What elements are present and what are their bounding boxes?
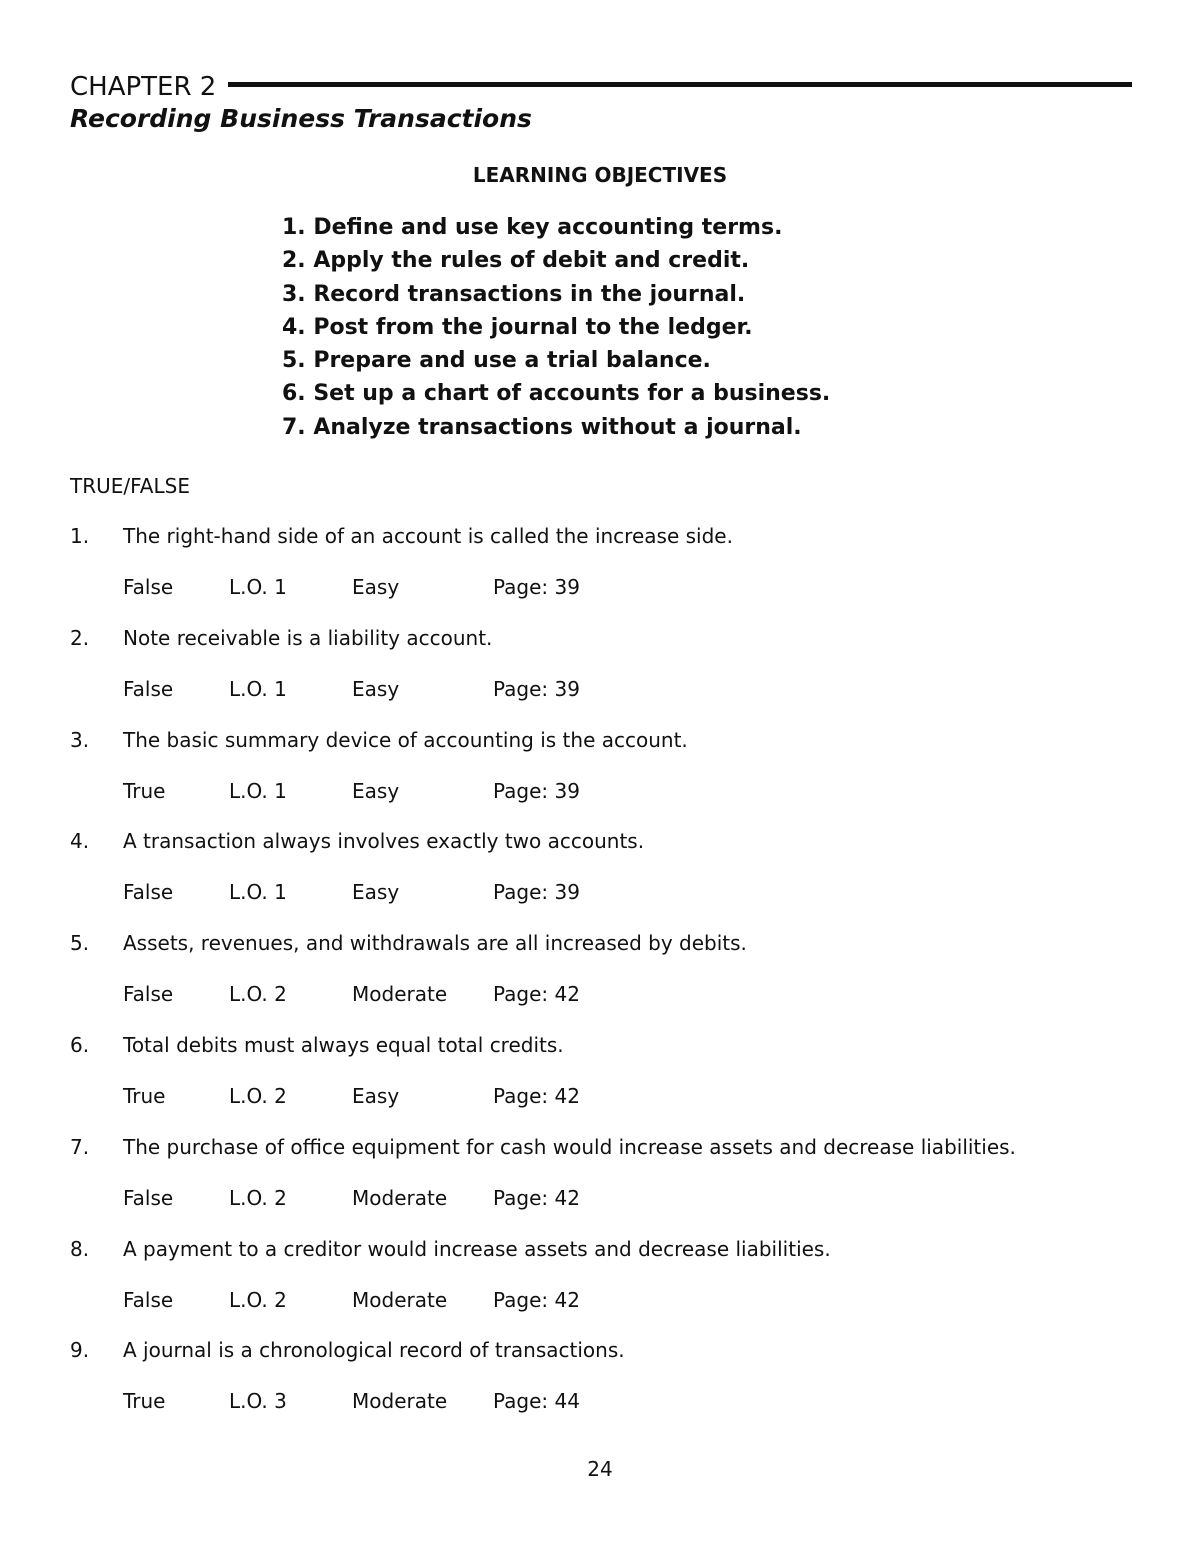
question-text: The right-hand side of an account is called the increase side.: [123, 524, 733, 548]
page-ref: Page: 39: [493, 778, 580, 803]
question-number: 2.: [70, 625, 90, 650]
question-item: [70, 1235, 1170, 1337]
question-text: The purchase of office equipment for cash would increase assets and decrease liabilities.: [123, 1134, 1016, 1159]
objective-item: 5. Prepare and use a trial balance.: [282, 348, 711, 374]
learning-objective-ref: L.O. 1: [229, 880, 287, 905]
answer: True: [123, 1083, 166, 1108]
page-ref: Page: 42: [493, 982, 580, 1007]
objective-item: 4. Post from the journal to the ledger.: [282, 314, 753, 340]
question-item: [70, 1336, 1170, 1438]
learning-objective-ref: L.O. 2: [229, 1083, 287, 1108]
question-item: [70, 929, 1170, 1031]
learning-objective-ref: L.O. 1: [229, 778, 287, 803]
objective-item: 1. Define and use key accounting terms.: [282, 215, 783, 240]
answer: False: [123, 982, 174, 1007]
question-number: 5.: [70, 931, 90, 956]
chapter-rule: [228, 82, 1132, 87]
question-number: 3.: [70, 727, 90, 752]
difficulty: Easy: [352, 676, 400, 701]
question-item: [70, 624, 1170, 726]
difficulty: Moderate: [352, 1185, 448, 1210]
learning-objectives-heading: LEARNING OBJECTIVES: [472, 163, 728, 187]
answer: False: [123, 575, 174, 599]
objective-item: 7. Analyze transactions without a journal.: [282, 414, 802, 440]
question-number: 6.: [70, 1032, 90, 1057]
learning-objective-ref: L.O. 1: [229, 676, 287, 701]
question-item: [70, 827, 1170, 929]
page-ref: Page: 39: [493, 676, 580, 701]
question-number: 1.: [70, 524, 90, 548]
answer: True: [123, 1389, 166, 1414]
page-ref: Page: 44: [493, 1389, 580, 1414]
learning-objective-ref: L.O. 2: [229, 1185, 287, 1210]
difficulty: Moderate: [352, 982, 448, 1007]
objective-item: 2. Apply the rules of debit and credit.: [282, 248, 750, 274]
answer: False: [123, 880, 174, 905]
true-false-heading: TRUE/FALSE: [70, 474, 190, 498]
objective-item: 6. Set up a chart of accounts for a business.: [282, 381, 831, 407]
question-number: 8.: [70, 1236, 90, 1261]
chapter-subtitle: Recording Business Transactions: [70, 104, 532, 133]
page-ref: Page: 39: [493, 575, 580, 599]
answer: False: [123, 676, 174, 701]
chapter-label: CHAPTER 2: [70, 72, 217, 102]
learning-objective-ref: L.O. 3: [229, 1389, 287, 1414]
question-text: Assets, revenues, and withdrawals are all increased by debits.: [123, 931, 747, 956]
question-text: The basic summary device of accounting is the account.: [123, 727, 688, 752]
question-number: 9.: [70, 1338, 90, 1363]
question-text: A transaction always involves exactly two accounts.: [123, 829, 645, 854]
learning-objectives-list: [282, 211, 830, 444]
page-ref: Page: 39: [493, 880, 580, 905]
answer: False: [123, 1287, 174, 1312]
question-item: [70, 1031, 1170, 1133]
question-number: 4.: [70, 829, 90, 854]
question-text: A payment to a creditor would increase assets and decrease liabilities.: [123, 1236, 831, 1261]
objective-item: 3. Record transactions in the journal.: [282, 281, 746, 307]
difficulty: Easy: [352, 575, 400, 599]
page-number: 24: [587, 1457, 613, 1481]
chapter-heading: [70, 70, 1132, 104]
difficulty: Moderate: [352, 1389, 448, 1414]
question-item: [70, 726, 1170, 828]
page-ref: Page: 42: [493, 1185, 580, 1210]
question-list: [70, 522, 1170, 1438]
answer: False: [123, 1185, 174, 1210]
learning-objective-ref: L.O. 2: [229, 982, 287, 1007]
difficulty: Easy: [352, 1083, 400, 1108]
difficulty: Easy: [352, 880, 400, 905]
question-text: A journal is a chronological record of transactions.: [123, 1338, 625, 1363]
question-item: [70, 1133, 1170, 1235]
page-ref: Page: 42: [493, 1287, 580, 1312]
question-item: [70, 522, 1170, 624]
question-text: Note receivable is a liability account.: [123, 625, 493, 650]
difficulty: Moderate: [352, 1287, 448, 1312]
learning-objective-ref: L.O. 1: [229, 575, 287, 599]
question-text: Total debits must always equal total credits.: [123, 1032, 564, 1057]
page-ref: Page: 42: [493, 1083, 580, 1108]
question-number: 7.: [70, 1134, 90, 1159]
answer: True: [123, 778, 166, 803]
difficulty: Easy: [352, 778, 400, 803]
learning-objective-ref: L.O. 2: [229, 1287, 287, 1312]
